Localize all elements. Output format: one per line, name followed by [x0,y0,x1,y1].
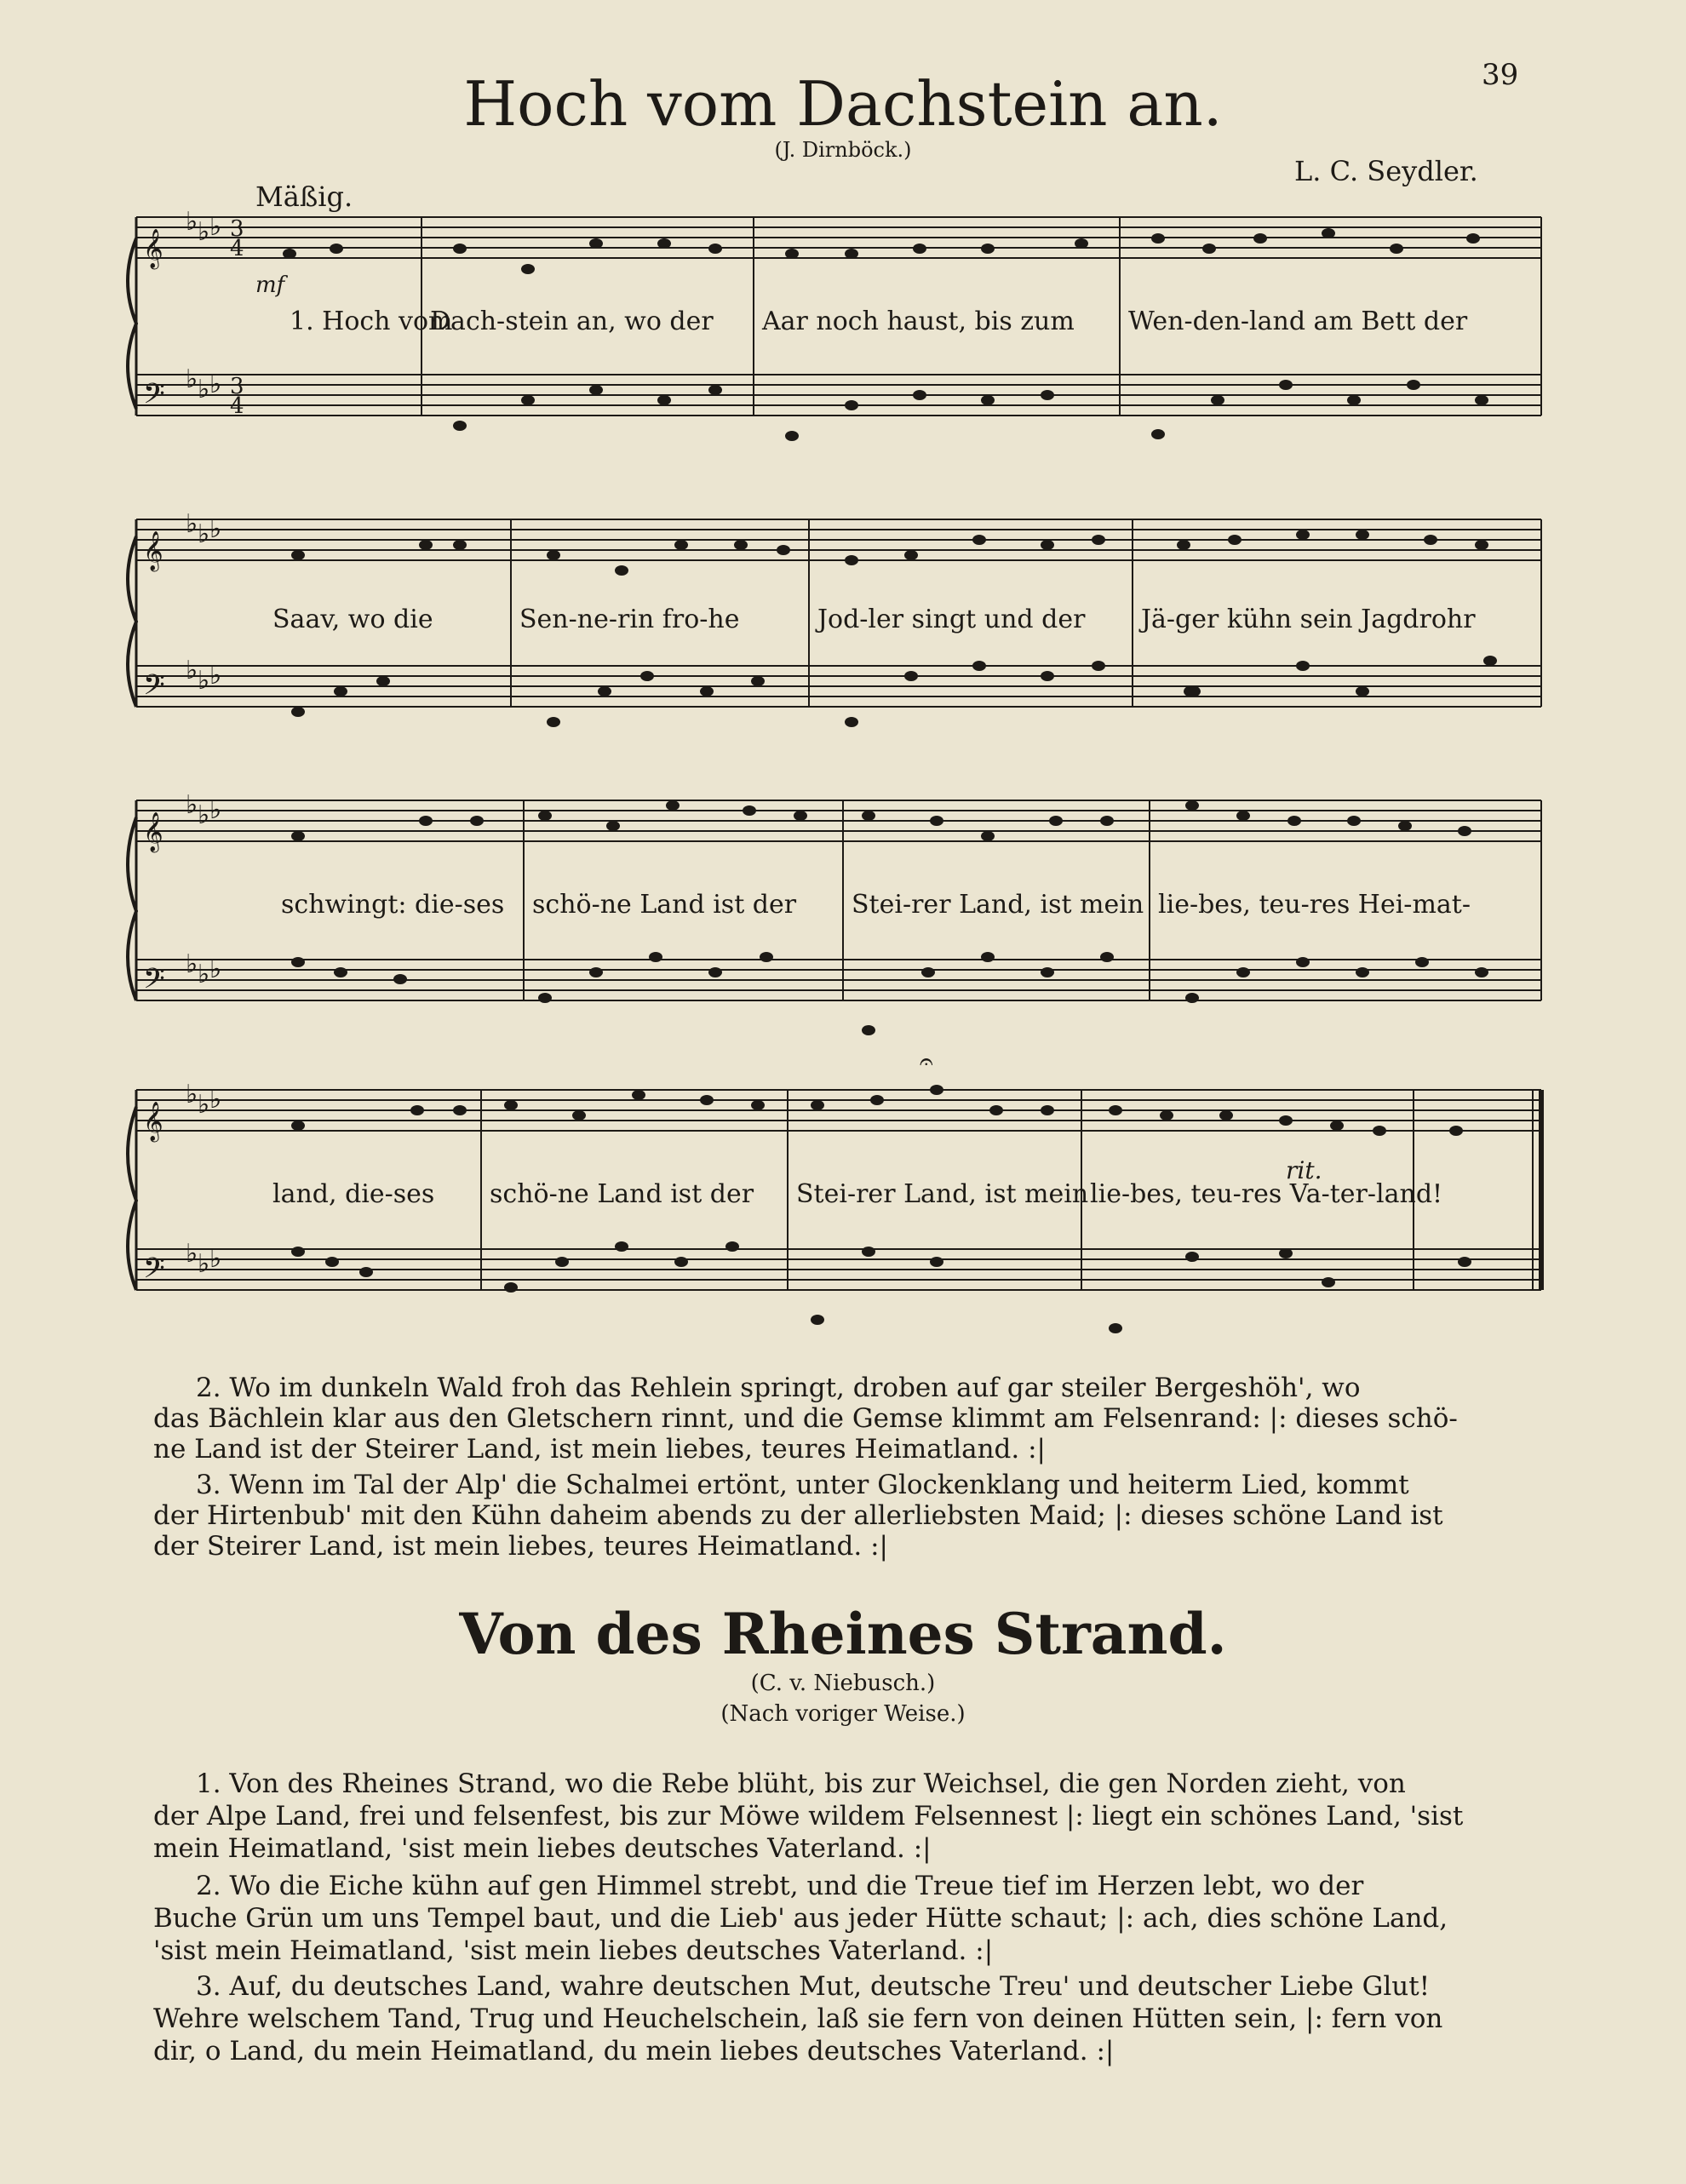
lyric-fragment: schö-ne Land ist der [532,890,797,920]
music-system-3 [119,783,1541,1056]
song-title-2: Von des Rheines Strand. [459,1601,1227,1667]
stanza-line: der Alpe Land, frei und felsenfest, bis zur Möwe wildem Felsennest |: liegt ein schönes Land, 'sist [153,1801,1464,1831]
page-number: 39 [1482,58,1519,92]
svg-text:𝄢: 𝄢 [143,1253,165,1292]
staff-system-4 [119,1047,1541,1362]
song2-stanza-1 [153,1768,1550,1865]
poet-credit: (J. Dirnböck.) [774,138,912,162]
song2-stanza-2 [153,1870,1550,1967]
svg-text:3: 3 [230,216,244,242]
stanza-line: das Bächlein klar aus den Gletschern rinnt, und die Gemse klimmt am Felsenrand: |: dieses schö- [153,1403,1458,1434]
lyric-fragment: schö-ne Land ist der [490,1179,754,1209]
composer-credit: L. C. Seydler. [1294,155,1478,187]
lyric-fragment: Wen-den-land am Bett der [1128,307,1468,336]
svg-text:♭: ♭ [186,1080,198,1109]
tempo-marking: Mäßig. [255,181,353,213]
svg-text:𝄞: 𝄞 [143,1102,163,1141]
stanza-line: 2. Wo die Eiche kühn auf gen Himmel strebt, und die Treue tief im Herzen lebt, wo der [196,1871,1364,1901]
svg-text:♭: ♭ [198,666,210,696]
stanza-line: 3. Auf, du deutsches Land, wahre deutschen Mut, deutsche Treu' und deutscher Liebe Glut! [196,1971,1431,2002]
svg-text:♭: ♭ [209,1244,222,1274]
svg-text:♭: ♭ [198,519,210,549]
svg-text:𝄞: 𝄞 [143,812,163,851]
svg-text:♭: ♭ [186,656,198,685]
stanza-line: ne Land ist der Steirer Land, ist mein liebes, teures Heimatland. :| [153,1434,1046,1465]
stanza-line: 1. Von des Rheines Strand, wo die Rebe blüht, bis zur Weichsel, die gen Norden zieht, von [196,1768,1406,1799]
svg-text:♭: ♭ [198,375,210,404]
svg-text:𝄐: 𝄐 [920,1047,933,1075]
svg-text:♭: ♭ [186,1239,198,1269]
music-system-2 [119,502,1541,758]
svg-text:♭: ♭ [198,800,210,830]
svg-text:♭: ♭ [209,1085,222,1115]
svg-text:𝄢: 𝄢 [143,378,165,417]
lyric-fragment: schwingt: die-ses [281,890,505,920]
poet-credit-2: (C. v. Niebusch.) [750,1671,936,1696]
svg-text:♭: ♭ [209,954,222,984]
svg-text:♭: ♭ [186,790,198,820]
staff-system-3 [119,783,1541,1056]
song-title: Hoch vom Dachstein an. [463,68,1223,140]
lyric-fragment: Jä-ger kühn sein Jagdrohr [1141,605,1476,634]
svg-text:♭: ♭ [209,795,222,825]
dynamic-marking: mf [255,272,285,298]
lyric-fragment: lie-bes, teu-res Hei-mat- [1158,890,1471,920]
svg-text:𝄢: 𝄢 [143,963,165,1002]
svg-text:4: 4 [230,393,244,419]
melody-note: (Nach voriger Weise.) [720,1701,966,1727]
stanza-line: Wehre welschem Tand, Trug und Heuchelschein, laß sie fern von deinen Hütten sein, |: fern von [153,2003,1443,2034]
stanza-line: der Hirtenbub' mit den Kühn daheim abends zu der allerliebsten Maid; |: dieses schöne Land ist [153,1500,1443,1531]
lyric-fragment: Sen-ne-rin fro-he [519,605,740,634]
stanza-2 [153,1373,1533,1465]
stanza-line: Buche Grün um uns Tempel baut, und die Lieb' aus jeder Hütte schaut; |: ach, dies schöne Land, [153,1903,1448,1934]
svg-text:♭: ♭ [186,364,198,394]
music-system-4 [119,1047,1541,1362]
svg-text:♭: ♭ [209,370,222,399]
svg-text:♭: ♭ [209,212,222,242]
svg-text:♭: ♭ [186,509,198,539]
lyric-fragment: Stei-rer Land, ist mein [796,1179,1089,1209]
lyric-fragment: land, die-ses [272,1179,435,1209]
svg-text:♭: ♭ [198,217,210,247]
svg-text:♭: ♭ [186,207,198,237]
svg-text:♭: ♭ [198,1090,210,1120]
music-system-1 [119,196,1541,468]
svg-text:𝄞: 𝄞 [143,531,163,570]
svg-text:♭: ♭ [209,514,222,544]
ritardando-marking: rit. [1286,1156,1322,1184]
lyric-fragment: Stei-rer Land, ist mein [852,890,1144,920]
svg-text:𝄞: 𝄞 [143,229,163,268]
stanza-line: mein Heimatland, 'sist mein liebes deutsches Vaterland. :| [153,1833,932,1864]
lyric-fragment: Saav, wo die [272,605,433,634]
stanza-line: 2. Wo im dunkeln Wald froh das Rehlein springt, droben auf gar steiler Bergeshöh', wo [196,1373,1361,1403]
lyric-fragment: Dach-stein an, wo der [430,307,714,336]
svg-text:3: 3 [230,374,244,399]
svg-text:♭: ♭ [186,949,198,979]
stanza-line: dir, o Land, du mein Heimatland, du mein liebes deutsches Vaterland. :| [153,2036,1115,2066]
svg-text:4: 4 [230,236,244,261]
svg-text:♭: ♭ [209,661,222,691]
lyric-fragment: Aar noch haust, bis zum [762,307,1075,336]
svg-text:𝄢: 𝄢 [143,669,165,708]
svg-text:♭: ♭ [198,1249,210,1279]
lyric-fragment: 1. Hoch vom [290,307,453,336]
lyric-fragment: Jod-ler singt und der [817,605,1086,634]
stanza-line: 3. Wenn im Tal der Alp' die Schalmei ertönt, unter Glockenklang und heiterm Lied, kommt [196,1470,1409,1500]
svg-text:♭: ♭ [198,960,210,989]
stanza-line: der Steirer Land, ist mein liebes, teures Heimatland. :| [153,1531,888,1562]
song2-stanza-3 [153,1970,1550,2067]
lyric-fragment: lie-bes, teu-res Va-ter-land! [1090,1179,1443,1209]
stanza-line: 'sist mein Heimatland, 'sist mein liebes deutsches Vaterland. :| [153,1935,994,1966]
stanza-3 [153,1470,1533,1562]
